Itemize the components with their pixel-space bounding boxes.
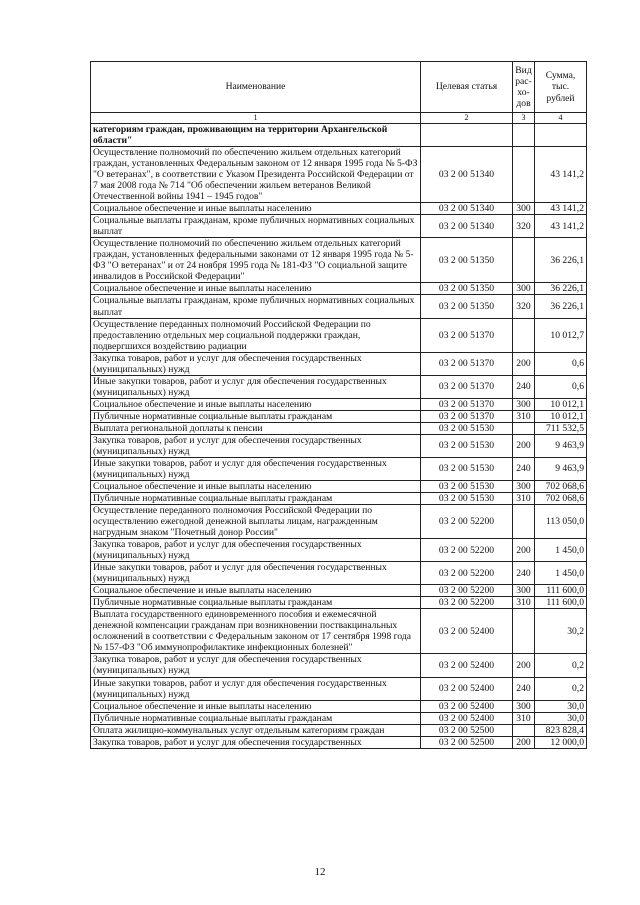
row-expense-type: [513, 609, 535, 654]
table-row: [91, 352, 587, 375]
row-target-code: 03 2 00 52400: [421, 712, 513, 724]
row-expense-type: 320: [513, 295, 535, 318]
row-name: Иные закупки товаров, работ и услуг для обеспечения государственных (муниципальных) нужд: [91, 562, 421, 585]
row-expense-type: 200: [513, 434, 535, 457]
row-expense-type: [513, 124, 535, 147]
row-target-code: 03 2 00 51370: [421, 318, 513, 352]
row-name: Публичные нормативные социальные выплаты гражданам: [91, 410, 421, 422]
row-target-code: 03 2 00 51340: [421, 215, 513, 238]
row-expense-type: [513, 505, 535, 539]
table-row: [91, 539, 587, 562]
row-name: Публичные нормативные социальные выплаты гражданам: [91, 712, 421, 724]
table-row: [91, 410, 587, 422]
row-amount: 43 141,2: [535, 203, 587, 215]
row-amount: 9 463,9: [535, 434, 587, 457]
table-row: [91, 505, 587, 539]
header-name: Наименование: [91, 62, 421, 113]
table-row: [91, 457, 587, 480]
row-amount: 0,2: [535, 677, 587, 700]
table-row: [91, 677, 587, 700]
row-name: Социальные выплаты гражданам, кроме публичных нормативных социальных выплат: [91, 215, 421, 238]
row-expense-type: [513, 422, 535, 434]
budget-table: [90, 61, 587, 749]
row-expense-type: 320: [513, 215, 535, 238]
row-amount: 711 532,5: [535, 422, 587, 434]
row-name: Закупка товаров, работ и услуг для обеспечения государственных (муниципальных) нужд: [91, 539, 421, 562]
row-name: Социальное обеспечение и иные выплаты населению: [91, 480, 421, 492]
table-body: [91, 124, 587, 749]
row-name: Иные закупки товаров, работ и услуг для обеспечения государственных (муниципальных) нужд: [91, 677, 421, 700]
table-row: [91, 283, 587, 295]
row-name: Закупка товаров, работ и услуг для обеспечения государственных: [91, 736, 421, 748]
row-amount: 12 000,0: [535, 736, 587, 748]
row-target-code: 03 2 00 51350: [421, 295, 513, 318]
row-name: Социальное обеспечение и иные выплаты населению: [91, 283, 421, 295]
row-amount: 36 226,1: [535, 283, 587, 295]
row-amount: 10 012,7: [535, 318, 587, 352]
row-expense-type: 300: [513, 700, 535, 712]
row-amount: 30,0: [535, 712, 587, 724]
row-amount: 0,6: [535, 352, 587, 375]
table-row: [91, 597, 587, 609]
row-amount: 43 141,2: [535, 147, 587, 203]
table-row: [91, 124, 587, 147]
table-row: [91, 609, 587, 654]
column-number: 1: [91, 113, 421, 124]
row-expense-type: 240: [513, 562, 535, 585]
row-target-code: [421, 124, 513, 147]
row-expense-type: 310: [513, 597, 535, 609]
row-expense-type: 240: [513, 375, 535, 398]
row-target-code: 03 2 00 52500: [421, 724, 513, 736]
row-name: Закупка товаров, работ и услуг для обеспечения государственных (муниципальных) нужд: [91, 352, 421, 375]
row-expense-type: 240: [513, 677, 535, 700]
row-expense-type: 300: [513, 398, 535, 410]
row-expense-type: 300: [513, 203, 535, 215]
row-amount: 36 226,1: [535, 238, 587, 283]
row-name: Оплата жилищно-коммунальных услуг отдельным категориям граждан: [91, 724, 421, 736]
row-name: Выплата государственного единовременного пособия и ежемесячной денежной компенсации гражданам при возникновении поствакцинальных осложнений в соответствии с Федеральным законом от 17 сентября 1998 года № 157-ФЗ "Об иммунопрофилактике инфекционных болезней": [91, 609, 421, 654]
row-name: Социальное обеспечение и иные выплаты населению: [91, 398, 421, 410]
row-name: Публичные нормативные социальные выплаты гражданам: [91, 493, 421, 505]
row-expense-type: 200: [513, 736, 535, 748]
header-sum: Сумма, тыс. рублей: [535, 62, 587, 113]
row-expense-type: 240: [513, 457, 535, 480]
row-target-code: 03 2 00 51530: [421, 457, 513, 480]
row-target-code: 03 2 00 52200: [421, 505, 513, 539]
header-vid: Вид рас-хо-дов: [513, 62, 535, 113]
row-name: Социальное обеспечение и иные выплаты населению: [91, 203, 421, 215]
row-name: Иные закупки товаров, работ и услуг для обеспечения государственных (муниципальных) нужд: [91, 457, 421, 480]
row-name: Социальные выплаты гражданам, кроме публичных нормативных социальных выплат: [91, 295, 421, 318]
row-target-code: 03 2 00 51370: [421, 352, 513, 375]
page-number: 12: [314, 866, 326, 878]
row-amount: 111 600,0: [535, 597, 587, 609]
row-target-code: 03 2 00 51370: [421, 410, 513, 422]
row-expense-type: 300: [513, 283, 535, 295]
column-number: 3: [513, 113, 535, 124]
row-name: Осуществление полномочий по обеспечению жильем отдельных категорий граждан, установленных федеральными законами от 12 января 1995 года № 5-ФЗ "О ветеранах" и от 24 ноября 1995 года № 181-ФЗ "О социальной защите инвалидов в Российской Федерации": [91, 238, 421, 283]
row-amount: 113 050,0: [535, 505, 587, 539]
row-target-code: 03 2 00 51340: [421, 203, 513, 215]
table-row: [91, 712, 587, 724]
row-target-code: 03 2 00 52500: [421, 736, 513, 748]
row-expense-type: 200: [513, 654, 535, 677]
row-target-code: 03 2 00 52400: [421, 700, 513, 712]
row-amount: 111 600,0: [535, 585, 587, 597]
row-expense-type: 200: [513, 539, 535, 562]
table-row: [91, 318, 587, 352]
table-row: [91, 203, 587, 215]
row-target-code: 03 2 00 51530: [421, 434, 513, 457]
row-target-code: 03 2 00 51370: [421, 375, 513, 398]
row-amount: [535, 124, 587, 147]
table-row: [91, 375, 587, 398]
table-row: [91, 422, 587, 434]
column-number: 4: [535, 113, 587, 124]
table-row: [91, 147, 587, 203]
row-name: Осуществление переданных полномочий Российской Федерации по предоставлению отдельных мер социальной поддержки граждан, подвергшихся воздействию радиации: [91, 318, 421, 352]
table-header-row: [91, 62, 587, 113]
row-amount: 9 463,9: [535, 457, 587, 480]
row-amount: 702 068,6: [535, 480, 587, 492]
row-target-code: 03 2 00 52400: [421, 677, 513, 700]
row-expense-type: [513, 238, 535, 283]
row-expense-type: 310: [513, 493, 535, 505]
row-amount: 30,2: [535, 609, 587, 654]
table-row: [91, 724, 587, 736]
document-page: [90, 61, 586, 749]
row-name: Социальное обеспечение и иные выплаты населению: [91, 700, 421, 712]
row-name: категориям граждан, проживающим на территории Архангельской области": [91, 124, 421, 147]
row-name: Иные закупки товаров, работ и услуг для обеспечения государственных (муниципальных) нужд: [91, 375, 421, 398]
row-target-code: 03 2 00 51530: [421, 422, 513, 434]
row-expense-type: 200: [513, 352, 535, 375]
row-name: Публичные нормативные социальные выплаты гражданам: [91, 597, 421, 609]
row-amount: 0,6: [535, 375, 587, 398]
row-target-code: 03 2 00 52400: [421, 609, 513, 654]
row-amount: 36 226,1: [535, 295, 587, 318]
row-name: Закупка товаров, работ и услуг для обеспечения государственных (муниципальных) нужд: [91, 654, 421, 677]
row-target-code: 03 2 00 51340: [421, 147, 513, 203]
row-target-code: 03 2 00 51530: [421, 480, 513, 492]
row-amount: 10 012,1: [535, 410, 587, 422]
row-amount: 1 450,0: [535, 539, 587, 562]
row-target-code: 03 2 00 51370: [421, 398, 513, 410]
table-row: [91, 736, 587, 748]
row-target-code: 03 2 00 52200: [421, 539, 513, 562]
row-expense-type: 300: [513, 585, 535, 597]
row-target-code: 03 2 00 51350: [421, 238, 513, 283]
table-row: [91, 562, 587, 585]
row-expense-type: [513, 724, 535, 736]
row-target-code: 03 2 00 52200: [421, 597, 513, 609]
row-amount: 702 068,6: [535, 493, 587, 505]
row-name: Выплата региональной доплаты к пенсии: [91, 422, 421, 434]
table-row: [91, 398, 587, 410]
table-row: [91, 585, 587, 597]
column-number-row: [91, 113, 587, 124]
row-expense-type: [513, 318, 535, 352]
column-number: 2: [421, 113, 513, 124]
row-name: Осуществление полномочий по обеспечению жильем отдельных категорий граждан, установленных Федеральным законом от 12 января 1995 года № 5-ФЗ "О ветеранах", в соответствии с Указом Президента Российской Федерации от 7 мая 2008 года № 714 "Об обеспечении жильем ветеранов Великой Отечественной войны 1941 – 1945 годов": [91, 147, 421, 203]
row-amount: 10 012,1: [535, 398, 587, 410]
row-amount: 43 141,2: [535, 215, 587, 238]
row-expense-type: 310: [513, 410, 535, 422]
table-row: [91, 493, 587, 505]
row-expense-type: 310: [513, 712, 535, 724]
table-row: [91, 238, 587, 283]
table-row: [91, 480, 587, 492]
row-name: Закупка товаров, работ и услуг для обеспечения государственных (муниципальных) нужд: [91, 434, 421, 457]
table-row: [91, 295, 587, 318]
table-row: [91, 654, 587, 677]
row-target-code: 03 2 00 51350: [421, 283, 513, 295]
row-amount: 823 828,4: [535, 724, 587, 736]
row-target-code: 03 2 00 52200: [421, 585, 513, 597]
header-code: Целевая статья: [421, 62, 513, 113]
row-expense-type: 300: [513, 480, 535, 492]
table-row: [91, 434, 587, 457]
row-name: Осуществление переданного полномочия Российской Федерации по осуществлению ежегодной денежной выплаты лицам, награжденным нагрудным знаком "Почетный донор России": [91, 505, 421, 539]
row-target-code: 03 2 00 52400: [421, 654, 513, 677]
row-amount: 1 450,0: [535, 562, 587, 585]
row-target-code: 03 2 00 51530: [421, 493, 513, 505]
row-target-code: 03 2 00 52200: [421, 562, 513, 585]
row-name: Социальное обеспечение и иные выплаты населению: [91, 585, 421, 597]
row-expense-type: [513, 147, 535, 203]
row-amount: 0,2: [535, 654, 587, 677]
row-amount: 30,0: [535, 700, 587, 712]
table-row: [91, 215, 587, 238]
table-row: [91, 700, 587, 712]
